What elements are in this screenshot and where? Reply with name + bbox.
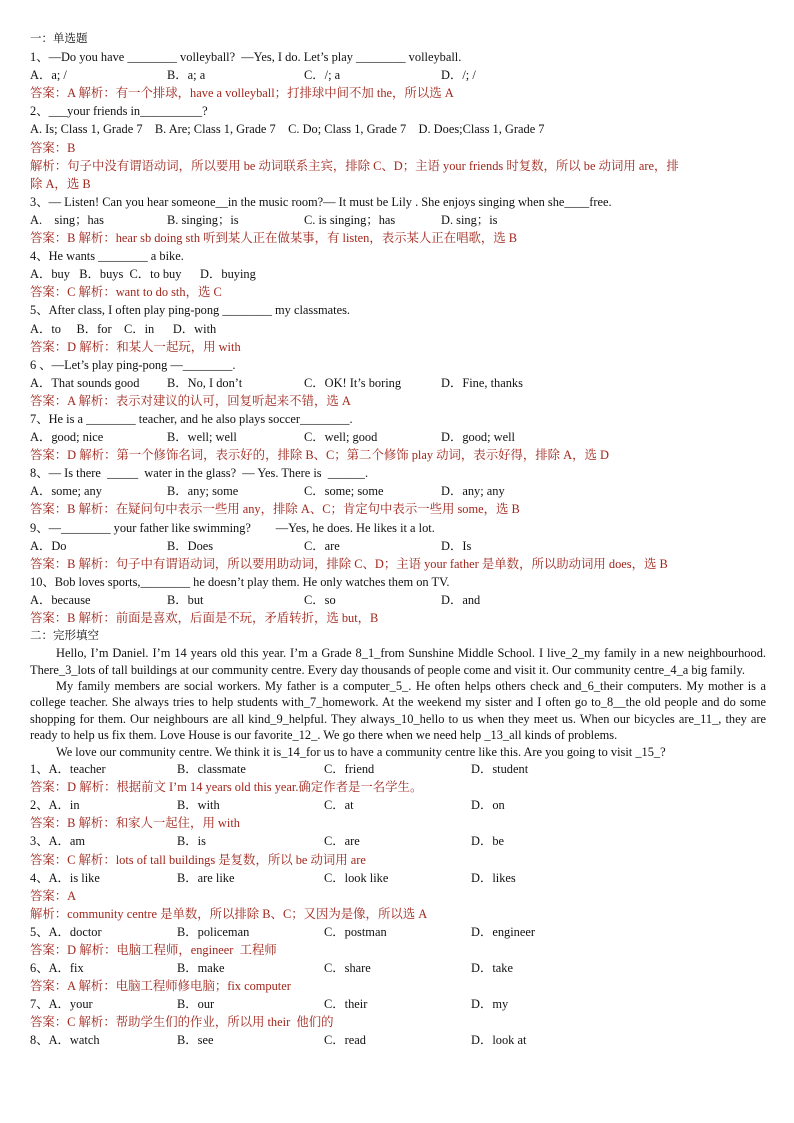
option-row (30, 591, 766, 609)
option-choice: C．some; some (304, 484, 384, 499)
answer-explanation: 答案：B 解析：句子中有谓语动词，所以要用助动词，排除 C、D；主语 your father 是单数，所以助动词用 does，选 B (30, 556, 668, 571)
option-row (30, 832, 766, 850)
option-choice: A．because (30, 592, 91, 607)
option-choice: D．good; well (441, 430, 515, 445)
option-choice: C．well; good (304, 430, 378, 445)
section-heading: 二：完形填空 (30, 630, 99, 643)
option-choice: A．good; nice (30, 430, 104, 445)
answer-explanation: 答案：B 解析：在疑问句中表示一些用 any，排除 A、C；肯定句中表示一些用 some，选 B (30, 502, 520, 517)
question-stem: 5、After class, I often play ping-pong ________ my classmates. (30, 303, 351, 318)
option-row (30, 1031, 766, 1049)
option-choice: A．Do (30, 538, 67, 553)
answer-explanation: 答案：B 解析：前面是喜欢，后面是不玩，矛盾转折，选 but，B (30, 611, 379, 625)
option-choice: B．policeman (177, 924, 250, 939)
option-choice: D．look at (471, 1033, 527, 1048)
option-row (30, 796, 766, 814)
answer-explanation: 解析：句子中没有谓语动词，所以要用 be 动词联系主宾，排除 C、D；主语 your friends 时复数，所以 be 动词用 are，排 (30, 158, 679, 173)
option-row (30, 959, 766, 977)
option-choice: D. sing；is (441, 212, 498, 227)
section-heading: 一：单选题 (30, 33, 88, 45)
option-choice: C．postman (324, 924, 387, 939)
answer-explanation: 答案：D 解析：第一个修饰名词，表示好的，排除 B、C；第二个修饰 play 动词，表示好得，排除 A，选 D (30, 448, 609, 463)
option-row (30, 482, 766, 500)
option-choice: B．well; well (167, 430, 237, 445)
option-choice: B．with (177, 798, 220, 813)
answer-explanation: 答案：C 解析：lots of tall buildings 是复数，所以 be 动词用 are (30, 852, 366, 867)
option-row (30, 995, 766, 1013)
option-choice: D．be (471, 834, 505, 849)
answer-explanation: 答案：B 解析：和家人一起住，用 with (30, 816, 240, 831)
option-choice: C．at (324, 798, 354, 813)
passage-paragraph: We love our community centre. We think it is_14_for us to have a community centre like this. Are you going to visit _15_? (56, 744, 666, 759)
option-row (30, 760, 766, 778)
question-stem: 7、He is a ________ teacher, and he also plays soccer________. (30, 411, 353, 426)
option-choice: B．any; some (167, 484, 239, 499)
option-choice: C．look like (324, 870, 389, 885)
answer-explanation: 答案：C 解析：帮助学生们的作业，所以用 their 他们的 (30, 1015, 334, 1030)
option-choice: C．friend (324, 762, 375, 777)
option-choice: C．share (324, 961, 371, 976)
option-choice: D．my (471, 997, 509, 1012)
option-choice: B．a; a (167, 68, 206, 83)
answer-explanation: 除 A，选 B (30, 176, 91, 191)
question-stem: 8、— Is there _____ water in the glass? — Yes. There is ______. (30, 466, 369, 481)
option-choice: D．Is (441, 538, 472, 553)
option-choice: A．a; / (30, 68, 67, 83)
question-stem: 10、Bob loves sports,________ he doesn’t play them. He only watches them on TV. (30, 574, 450, 589)
option-choice: D．take (471, 961, 513, 976)
option-choice: B．are like (177, 870, 235, 885)
option-choice: C．so (304, 592, 336, 607)
option-choice: 4、A．is like (30, 870, 100, 885)
option-choice: D．engineer (471, 924, 535, 939)
option-choice: B．make (177, 961, 225, 976)
option-choice: C．their (324, 997, 368, 1012)
question-stem: 6 、—Let’s play ping-pong —________. (30, 357, 236, 372)
option-row (30, 66, 766, 84)
option-choice: 8、A．watch (30, 1033, 100, 1048)
answer-explanation: 答案：A 解析：有一个排球，have a volleyball；打排球中间不加 the，所以选 A (30, 86, 454, 101)
question-stem: 9、—________ your father like swimming? —Yes, he does. He likes it a lot. (30, 520, 435, 535)
option-choice: B．Does (167, 538, 214, 553)
answer-explanation: 答案：D 解析：和某人一起玩，用 with (30, 339, 241, 354)
option-choice: 5、A．doctor (30, 924, 102, 939)
option-choice: 2、A．in (30, 798, 80, 813)
option-choice: C．are (324, 834, 360, 849)
option-row (30, 428, 766, 446)
option-choice: C. is singing；has (304, 212, 396, 227)
answer-explanation: 答案：D 解析：电脑工程师，engineer 工程师 (30, 942, 277, 957)
option-row (30, 537, 766, 555)
answer-explanation: 答案：A (30, 888, 77, 903)
option-choice: D．on (471, 798, 505, 813)
document-page (30, 30, 766, 1050)
option-choice: B．classmate (177, 762, 246, 777)
option-choice: B．No, I don’t (167, 375, 243, 390)
option-choice: 6、A．fix (30, 961, 84, 976)
question-stem: 2、___your friends in__________? (30, 104, 208, 119)
option-choice: B．our (177, 997, 215, 1012)
option-row: A. Is; Class 1, Grade 7 B. Are; Class 1, Grade 7 C. Do; Class 1, Grade 7 D. Does;Class 1, Grade 7 (30, 122, 545, 137)
option-choice: C．are (304, 538, 340, 553)
option-row: A．to B．for C．in D．with (30, 321, 217, 336)
answer-explanation: 答案：D 解析：根据前文 I’m 14 years old this year.确定作者是一名学生。 (30, 780, 423, 795)
option-choice: D．student (471, 762, 529, 777)
option-choice: 3、A．am (30, 834, 86, 849)
answer-explanation: 答案：B (30, 140, 76, 155)
option-choice: C．/; a (304, 68, 341, 83)
option-choice: B．but (167, 592, 204, 607)
option-choice: D．Fine, thanks (441, 375, 523, 390)
option-row (30, 374, 766, 392)
option-choice: 1、A．teacher (30, 762, 106, 777)
option-row: A．buy B．buys C．to buy D．buying (30, 267, 256, 282)
question-stem: 1、—Do you have ________ volleyball? —Yes, I do. Let’s play ________ volleyball. (30, 50, 462, 65)
answer-explanation: 答案：C 解析：want to do sth，选 C (30, 285, 222, 300)
answer-explanation: 答案：A 解析：表示对建议的认可，回复听起来不错，选 A (30, 393, 351, 408)
passage-paragraph: Hello, I’m Daniel. I’m 14 years old this year. I’m a Grade 8_1_from Sunshine Middle School. I live_2_my family in a new neighbourhood. There_3_lots of tall buildings at our community centre. Every day thousands of people come and visit it. Our community centre_4_a big family. (30, 646, 766, 677)
option-choice: C．read (324, 1033, 366, 1048)
option-choice: D．any; any (441, 484, 505, 499)
option-row (30, 211, 766, 229)
option-choice: C．OK! It’s boring (304, 375, 402, 390)
question-stem: 4、He wants ________ a bike. (30, 249, 184, 264)
option-row (30, 869, 766, 887)
option-choice: D．likes (471, 870, 516, 885)
option-choice: A．some; any (30, 484, 102, 499)
option-choice: D．and (441, 592, 481, 607)
option-choice: D．/; / (441, 68, 476, 83)
answer-explanation: 答案：B 解析：hear sb doing sth 听到某人正在做某事，有 listen，表示某人正在唱歌，选 B (30, 231, 518, 246)
option-choice: A. sing；has (30, 212, 104, 227)
option-choice: 7、A．your (30, 997, 93, 1012)
option-row (30, 923, 766, 941)
answer-explanation: 解析：community centre 是单数，所以排除 B、C；又因为是像，所以选 A (30, 906, 428, 921)
question-stem: 3、— Listen! Can you hear someone__in the music room?— It must be Lily . She enjoys singing when she____free. (30, 194, 612, 209)
option-choice: B．see (177, 1033, 214, 1048)
answer-explanation: 答案：A 解析：电脑工程师修电脑；fix computer (30, 979, 291, 994)
option-choice: B. singing；is (167, 212, 239, 227)
option-choice: A．That sounds good (30, 375, 140, 390)
option-choice: B．is (177, 834, 206, 849)
passage-paragraph: My family members are social workers. My father is a computer_5_. He often helps others check and_6_their computers. My mother is a college teacher. She always tries to help students with_7_homework. At the weekend my sister and I often go to_8__the old people and do some shopping for them. Our neighbours are all kind_9_helpful. They always_10_hello to us when they meet us. When our bicycles are_11_, they are ready to help us fix them. Love House is our favorite_12_. We go there when we need help _13_all kinds of problems. (30, 679, 766, 743)
